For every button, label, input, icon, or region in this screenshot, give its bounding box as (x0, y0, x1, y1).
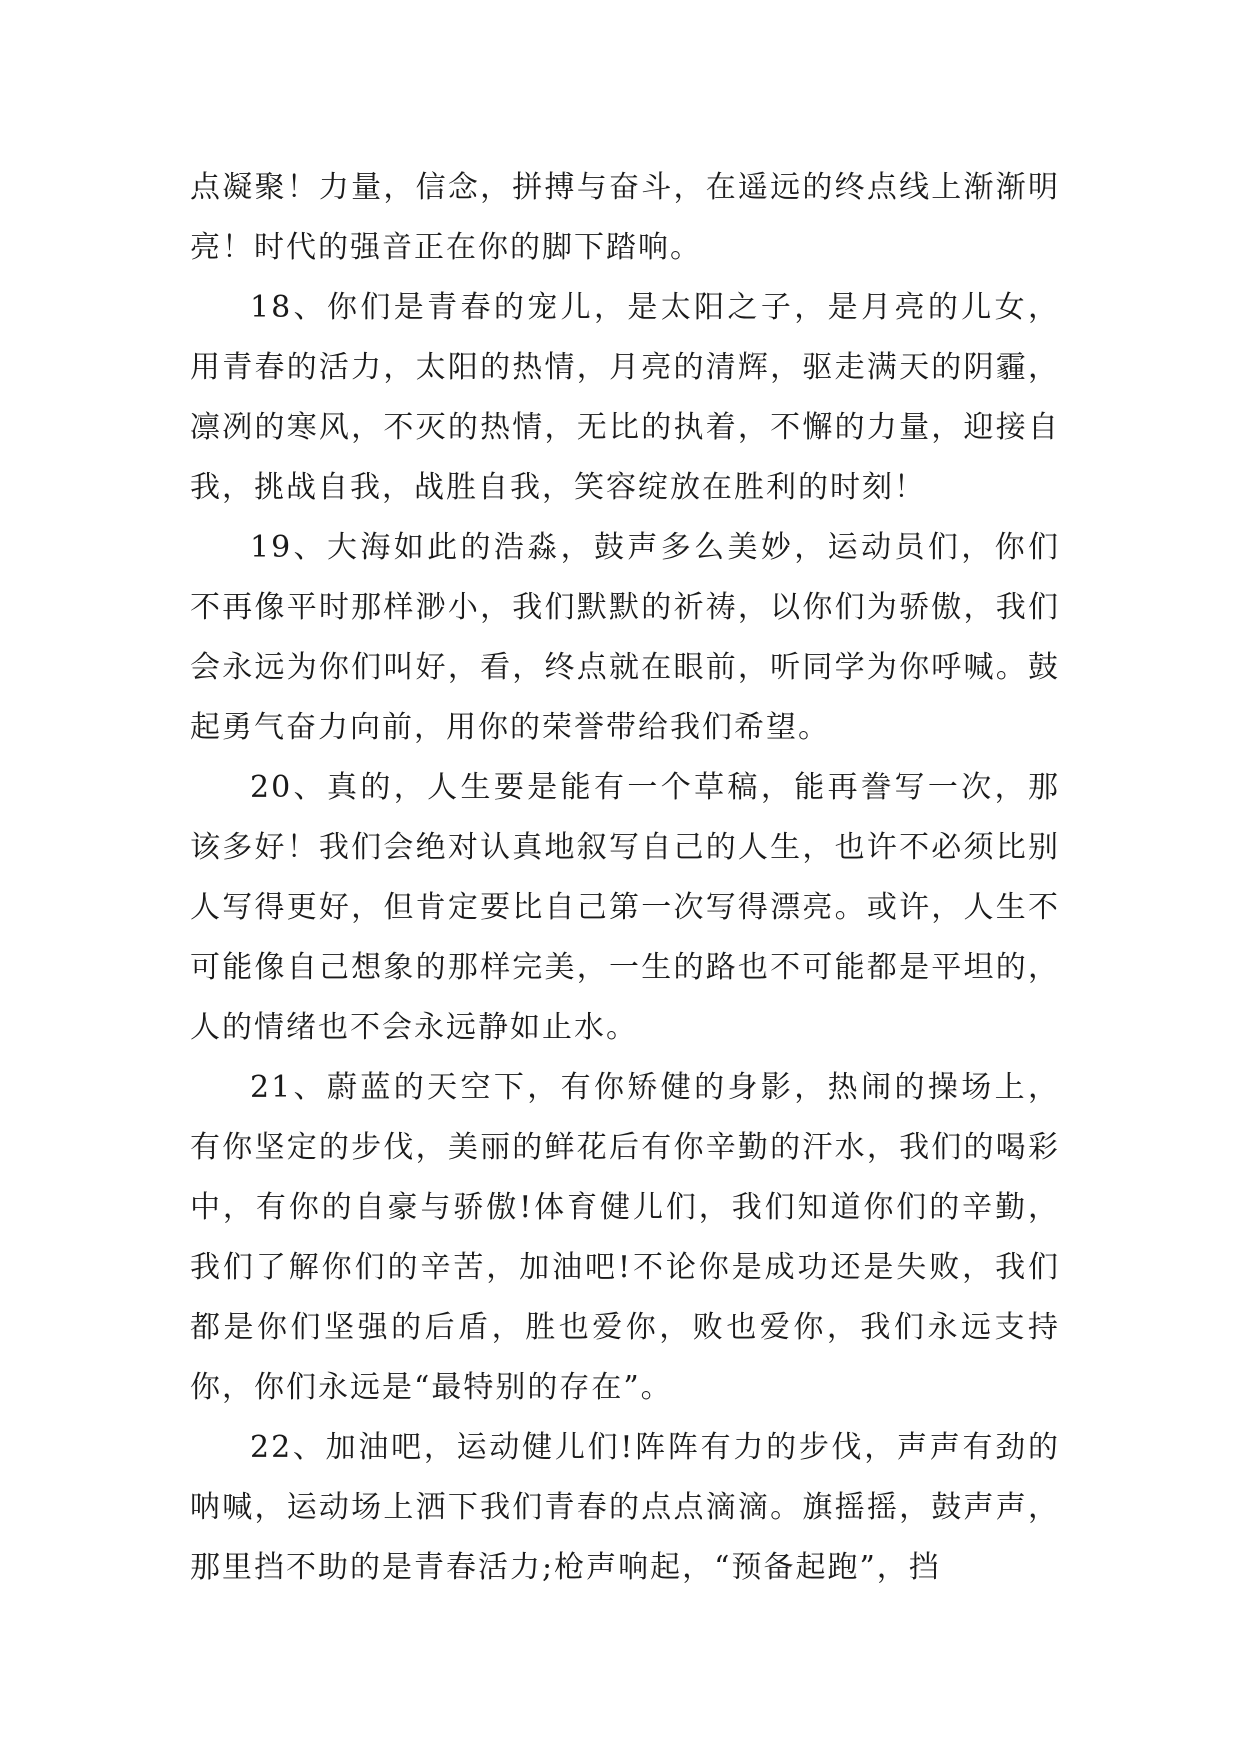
paragraph-21: 21、蔚蓝的天空下，有你矫健的身影，热闹的操场上，有你坚定的步伐，美丽的鲜花后有你辛勤的汗水，我们的喝彩中，有你的自豪与骄傲!体育健儿们，我们知道你们的辛勤，我们了解你们的辛苦，加油吧!不论你是成功还是失败，我们都是你们坚强的后盾，胜也爱你，败也爱你，我们永远支持你，你们永远是“最特别的存在”。 (190, 1070, 1060, 1405)
paragraph-20: 20、真的，人生要是能有一个草稿，能再誊写一次，那该多好！我们会绝对认真地叙写自己的人生，也许不必须比别人写得更好，但肯定要比自己第一次写得漂亮。或许，人生不可能像自己想象的那样完美，一生的路也不可能都是平坦的，人的情绪也不会永远静如止水。 (190, 770, 1060, 1045)
paragraph-19: 19、大海如此的浩淼，鼓声多么美妙，运动员们，你们不再像平时那样渺小，我们默默的祈祷，以你们为骄傲，我们会永远为你们叫好，看，终点就在眼前，听同学为你呼喊。鼓起勇气奋力向前，用你的荣誉带给我们希望。 (190, 530, 1060, 745)
paragraph-continuation: 点凝聚！力量，信念，拼搏与奋斗，在遥远的终点线上渐渐明亮！时代的强音正在你的脚下踏响。 (190, 170, 1060, 265)
document-body (190, 158, 1060, 1598)
paragraph-18: 18、你们是青春的宠儿，是太阳之子，是月亮的儿女，用青春的活力，太阳的热情，月亮的清辉，驱走满天的阴霾，凛冽的寒风，不灭的热情，无比的执着，不懈的力量，迎接自我，挑战自我，战胜自我，笑容绽放在胜利的时刻！ (190, 290, 1060, 505)
paragraph-22: 22、加油吧，运动健儿们!阵阵有力的步伐，声声有劲的呐喊，运动场上洒下我们青春的点点滴滴。旗摇摇，鼓声声，那里挡不助的是青春活力;枪声响起，“预备起跑”，挡 (190, 1430, 1060, 1585)
